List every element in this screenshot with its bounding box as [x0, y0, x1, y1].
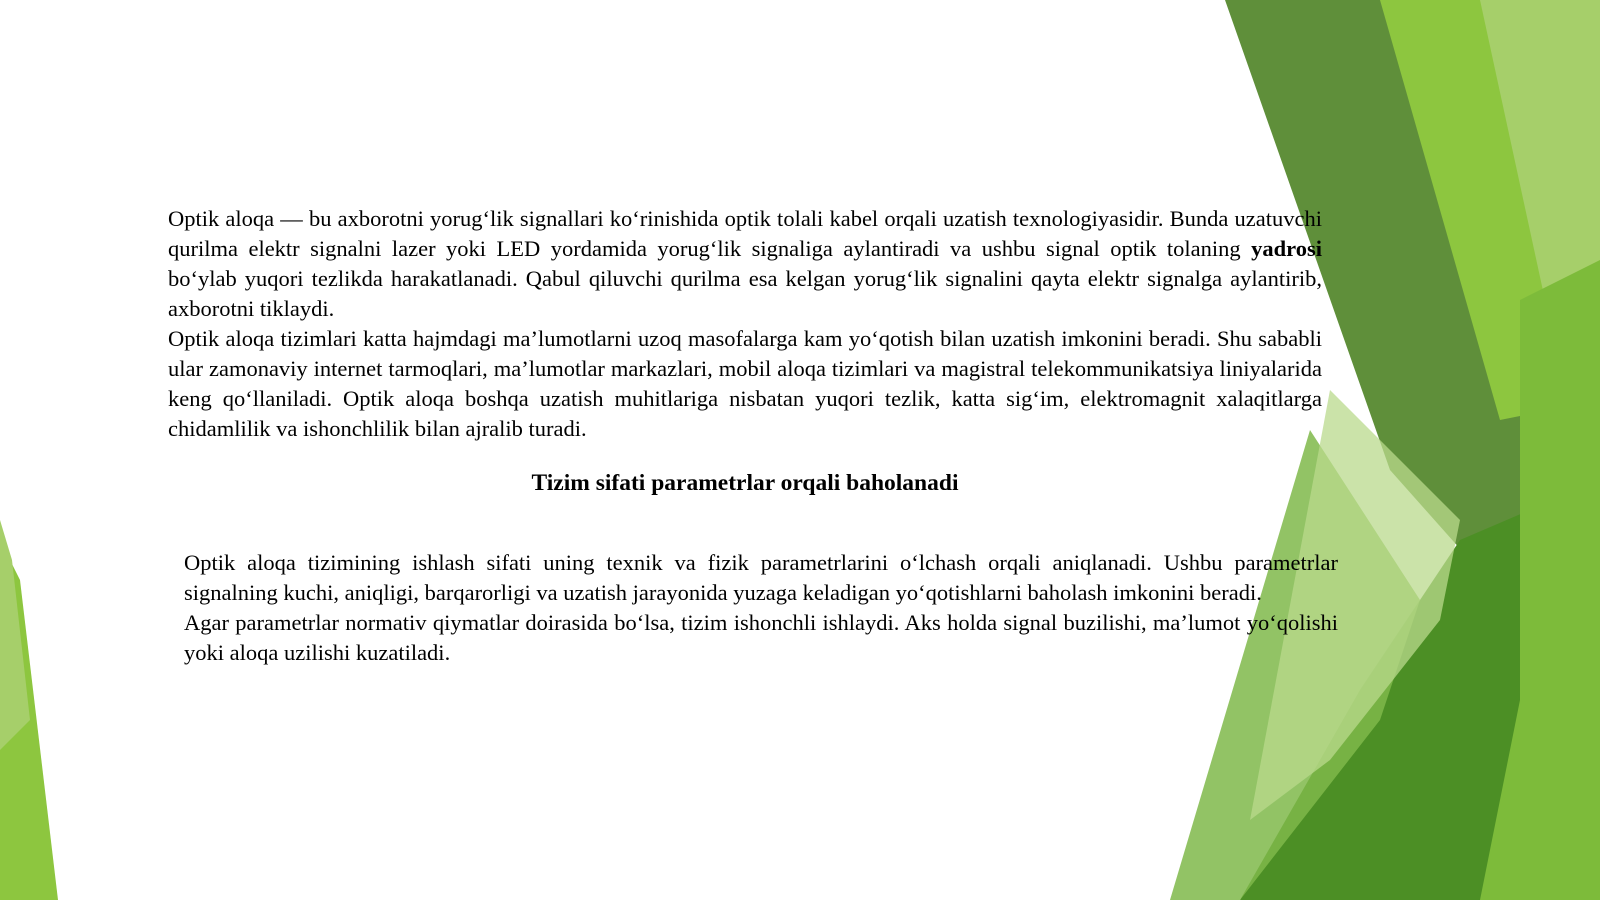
intro-paragraph-2: Optik aloqa tizimlari katta hajmdagi ma’lumotlarni uzoq masofalarga kam yo‘qotish bilan uzatish imkonini beradi. Shu sababli ular zamonaviy internet tarmoqlari, ma’lumotlar markazlari, mobil aloqa tizimlari va magistral telekommunikatsiya liniyalarida keng qo‘llaniladi. Optik aloqa boshqa uzatish muhitlariga nisbatan yuqori tezlik, katta sig‘im, elektromagnit xalaqitlarga chidamlilik va ishonchlilik bilan ajralib turadi. — [168, 326, 1322, 441]
intro-paragraph-1-bold-term: yadrosi — [1251, 236, 1322, 261]
intro-paragraph-1 — [168, 204, 1322, 324]
intro-text-block — [168, 204, 1322, 444]
params-text-block — [184, 548, 1338, 668]
intro-paragraph-1-text-b: bo‘ylab yuqori tezlikda harakatlanadi. Qabul qiluvchi qurilma esa kelgan yorug‘lik signalini qayta elektr signalga aylantirib, axborotni tiklaydi. — [168, 266, 1322, 321]
params-paragraph-1: Optik aloqa tizimining ishlash sifati uning texnik va fizik parametrlarini o‘lchash orqali aniqlanadi. Ushbu parametrlar signalning kuchi, aniqligi, barqarorligi va uzatish jarayonida yuzaga keladigan yo‘qotishlarni baholash imkonini beradi. — [184, 550, 1338, 605]
section-heading: Tizim sifati parametrlar orqali baholanadi — [531, 470, 959, 496]
intro-paragraph-1-text-a: Optik aloqa — bu axborotni yorug‘lik signallari ko‘rinishida optik tolali kabel orqali uzatish texnologiyasidir. Bunda uzatuvchi qurilma elektr signalni lazer yoki LED yordamida yorug‘lik signaliga aylantiradi va ushbu signal optik tolaning — [168, 206, 1322, 261]
params-paragraph-2: Agar parametrlar normativ qiymatlar doirasida bo‘lsa, tizim ishonchli ishlaydi. Aks holda signal buzilishi, ma’lumot yo‘qolishi yoki aloqa uzilishi kuzatiladi. — [184, 610, 1338, 665]
